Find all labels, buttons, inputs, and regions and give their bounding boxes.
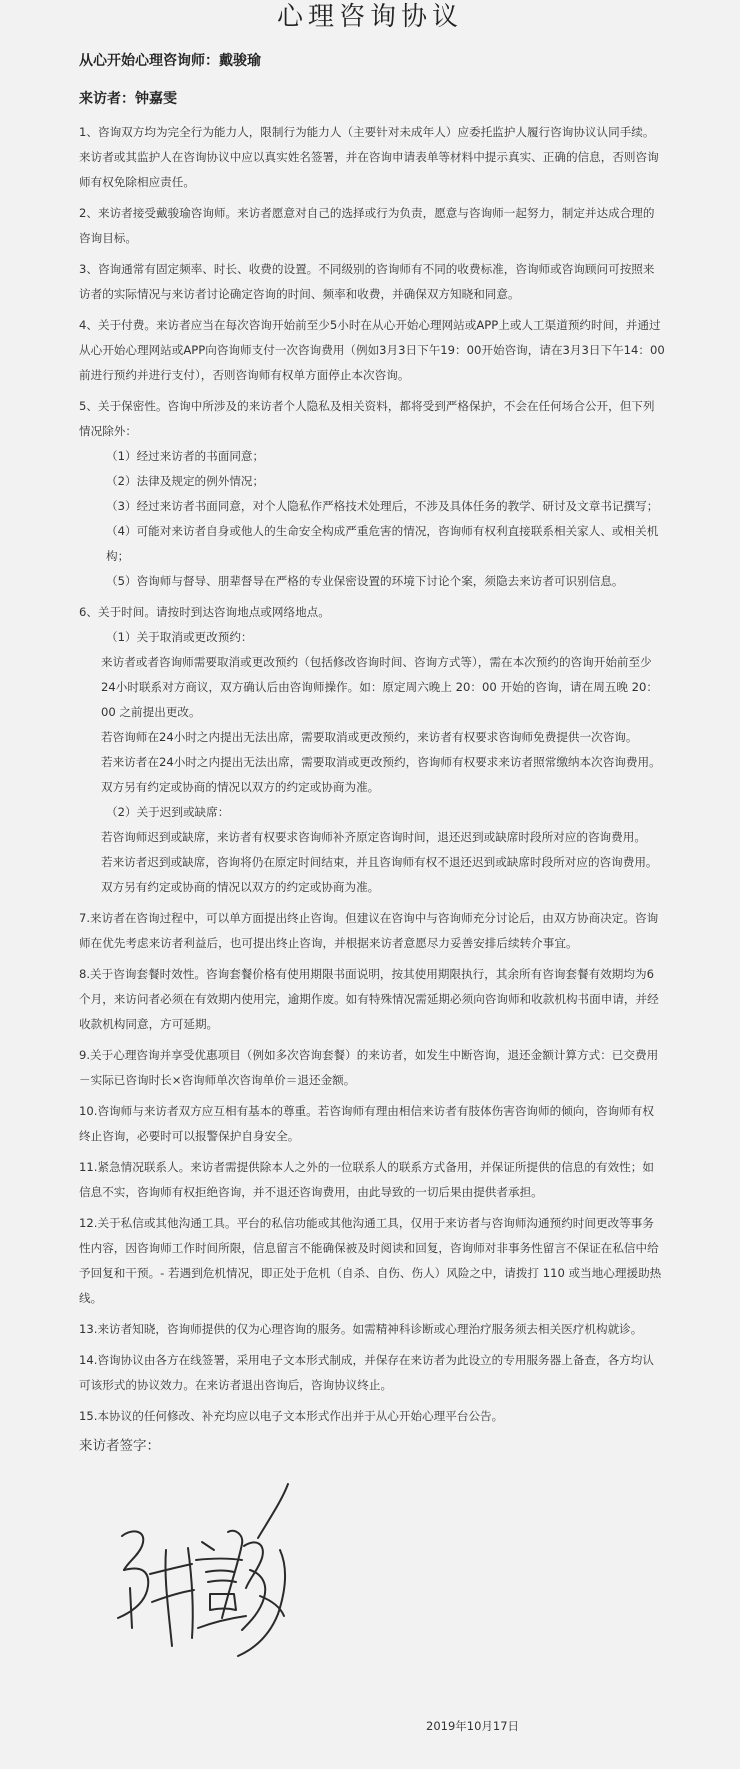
- clause-14: 14.咨询协议由各方在线签署，采用电子文本形式制成，并保存在来访者为此设立的专用服务器上备查，各方均认可该形式的协议效力。在来访者退出咨询后，咨询协议终止。: [79, 1353, 654, 1392]
- clause-6-sub1-heading: （1）关于取消或更改预约：: [106, 630, 253, 644]
- clause-6-sub2-line: 若咨询师迟到或缺席，来访者有权要求咨询师补齐原定咨询时间，退还迟到或缺席时段所对应的咨询费用。: [101, 830, 646, 844]
- clause-1: 1、咨询双方均为完全行为能力人，限制行为能力人（主要针对未成年人）应委托监护人履行咨询协议认同手续。来访者或其监护人在咨询协议中应以真实姓名签署，并在咨询申请表单等材料中提示真实、正确的信息，否则咨询师有权免除相应责任。: [79, 125, 659, 189]
- clause-6-heading: 6、关于时间。请按时到达咨询地点或网络地点。: [79, 605, 330, 619]
- clause-6-sub2-heading: （2）关于迟到或缺席：: [106, 805, 230, 819]
- privacy-item: （2）法律及规定的例外情况；: [106, 474, 265, 488]
- clause-3: 3、咨询通常有固定频率、时长、收费的设置。不同级别的咨询师有不同的收费标准，咨询师或咨询顾问可按照来访者的实际情况与来访者讨论确定咨询的时间、频率和收费，并确保双方知晓和同意。: [79, 262, 655, 301]
- privacy-item: （1）经过来访者的书面同意；: [106, 449, 265, 463]
- clause-6-sub1-line: 若咨询师在24小时之内提出无法出席，需要取消或更改预约，来访者有权要求咨询师免费提供一次咨询。: [101, 730, 638, 744]
- clause-2: 2、来访者接受戴骏瑜咨询师。来访者愿意对自己的选择或行为负责，愿意与咨询师一起努力，制定并达成合理的咨询目标。: [79, 206, 655, 245]
- clause-5-intro: 5、关于保密性。咨询中所涉及的来访者个人隐私及相关资料，都将受到严格保护，不会在任何场合公开，但下列情况除外：: [79, 399, 655, 438]
- privacy-item: （5）咨询师与督导、朋辈督导在严格的专业保密设置的环境下讨论个案，须隐去来访者可识别信息。: [106, 574, 624, 588]
- clause-6-sub2-line: 双方另有约定或协商的情况以双方的约定或协商为准。: [101, 880, 380, 894]
- clause-8: 8.关于咨询套餐时效性。咨询套餐价格有使用期限书面说明，按其使用期限执行，其余所有咨询套餐有效期均为6个月，来访问者必须在有效期内使用完，逾期作废。如有特殊情况需延期必须向咨询师和收款机构书面申请，并经收款机构同意，方可延期。: [79, 967, 659, 1031]
- privacy-item: （4）可能对来访者自身或他人的生命安全构成严重危害的情况，咨询师有权利直接联系相关家人、或相关机构；: [106, 524, 659, 563]
- clause-10: 10.咨询师与来访者双方应互相有基本的尊重。若咨询师有理由相信来访者有肢体伤害咨询师的倾向，咨询师有权终止咨询，必要时可以报警保护自身安全。: [79, 1104, 654, 1143]
- privacy-item: （3）经过来访者书面同意，对个人隐私作严格技术处理后，不涉及具体任务的教学、研讨及文章书记撰写；: [106, 499, 659, 513]
- counselor-line: 从心开始心理咨询师：戴骏瑜: [79, 53, 261, 69]
- client-line: 来访者：钟嘉雯: [79, 91, 177, 107]
- clause-13: 13.来访者知晓，咨询师提供的仅为心理咨询的服务。如需精神科诊断或心理治疗服务须去相关医疗机构就诊。: [79, 1322, 643, 1336]
- clause-6-sub1-text: 来访者或者咨询师需要取消或更改预约（包括修改咨询时间、咨询方式等），需在本次预约的咨询开始前至少24小时联系对方商议，双方确认后由咨询师操作。如：原定周六晚上 20：00 开始的咨询，请在周五晚 20：00 之前提出更改。: [101, 655, 659, 719]
- clause-6: [79, 600, 665, 900]
- clause-11: 11.紧急情况联系人。来访者需提供除本人之外的一位联系人的联系方式备用，并保证所提供的信息的有效性；如信息不实，咨询师有权拒绝咨询，并不退还咨询费用，由此导致的一切后果由提供者承担。: [79, 1160, 654, 1199]
- clause-15: 15.本协议的任何修改、补充均应以电子文本形式作出并于从心开始心理平台公告。: [79, 1409, 504, 1423]
- clause-6-sub1-line: 若来访者在24小时之内提出无法出席，需要取消或更改预约，咨询师有权要求来访者照常缴纳本次咨询费用。: [101, 755, 661, 769]
- signature-date: 2019年10月17日: [426, 1719, 520, 1733]
- handwritten-signature: [110, 1478, 340, 1678]
- clauses-section: [79, 120, 665, 1435]
- clause-4: 4、关于付费。来访者应当在每次咨询开始前至少5小时在从心开始心理网站或APP上或人工渠道预约时间，并通过从心开始心理网站或APP向咨询师支付一次咨询费用（例如3月3日下午19：00开始咨询，请在3月3日下午14：00前进行预约并进行支付），否则咨询师有权单方面停止本次咨询。: [79, 318, 665, 382]
- clause-5: [79, 394, 665, 594]
- clause-7: 7.来访者在咨询过程中，可以单方面提出终止咨询。但建议在咨询中与咨询师充分讨论后，由双方协商决定。咨询师在优先考虑来访者利益后，也可提出终止咨询，并根据来访者意愿尽力妥善安排后续转介事宜。: [79, 911, 659, 950]
- clause-12: 12.关于私信或其他沟通工具。平台的私信功能或其他沟通工具，仅用于来访者与咨询师沟通预约时间更改等事务性内容，因咨询师工作时间所限，信息留言不能确保被及时阅读和回复，咨询师对非事务性留言不保证在私信中给予回复和干预。- 若遇到危机情况，即正处于危机（自杀、自伤、伤人）风险之中，请拨打 110 或当地心理援助热线。: [79, 1216, 662, 1305]
- clause-6-sub1-line: 双方另有约定或协商的情况以双方的约定或协商为准。: [101, 780, 380, 794]
- signature-label: 来访者签字：: [79, 1438, 160, 1454]
- clause-9: 9.关于心理咨询并享受优惠项目（例如多次咨询套餐）的来访者，如发生中断咨询，退还金额计算方式：已交费用－实际已咨询时长×咨询师单次咨询单价＝退还金额。: [79, 1048, 659, 1087]
- clause-6-sub2-line: 若来访者迟到或缺席，咨询将仍在原定时间结束，并且咨询师有权不退还迟到或缺席时段所对应的咨询费用。: [101, 855, 658, 869]
- document-title: 心理咨询协议: [276, 2, 463, 32]
